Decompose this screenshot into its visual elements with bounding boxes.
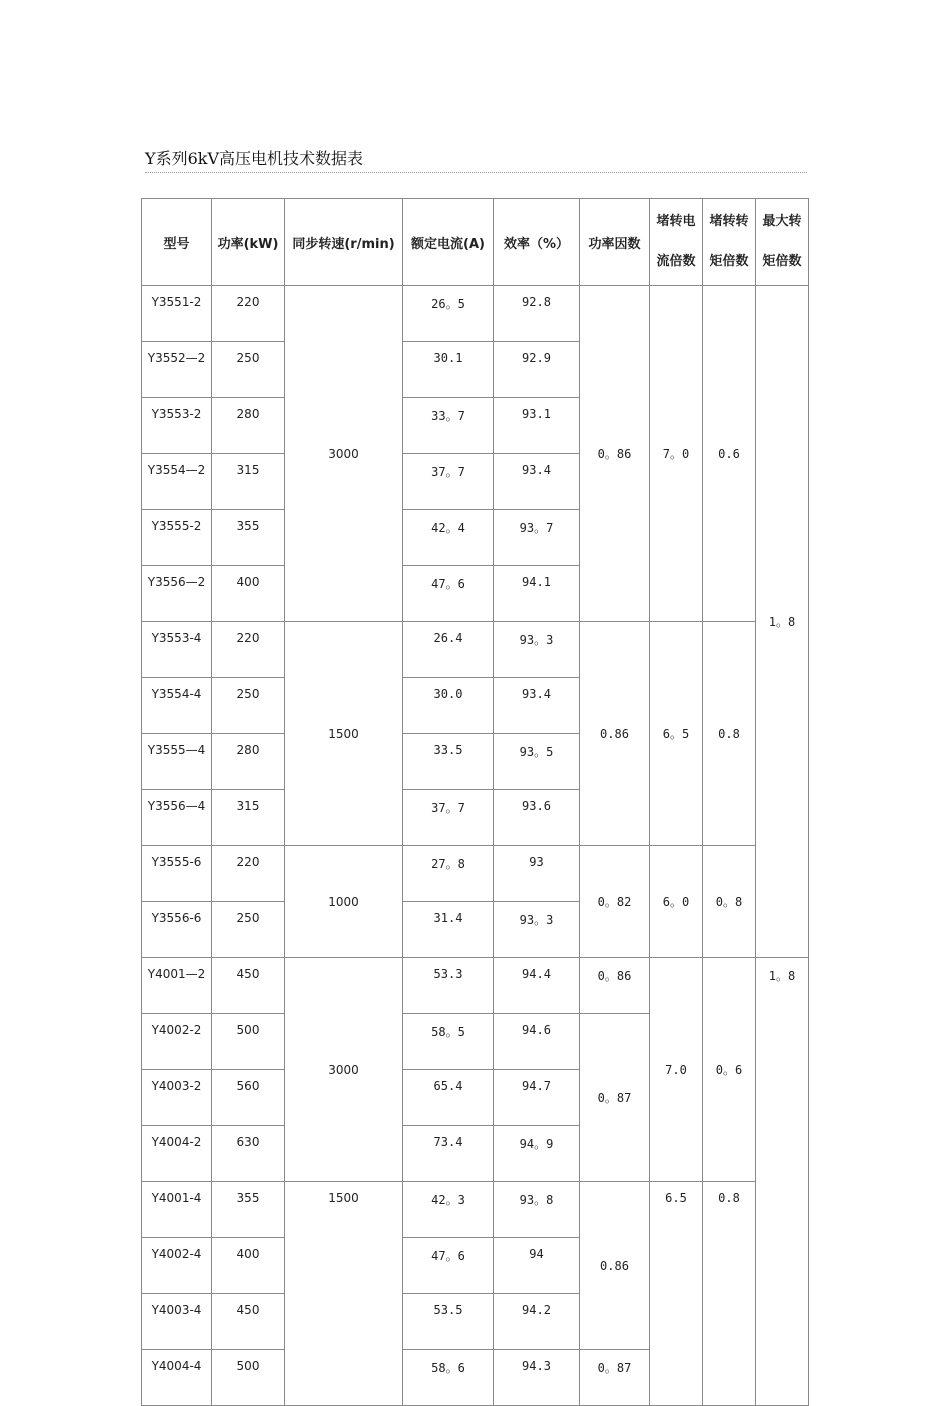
cell-efficiency: 93.4 — [494, 454, 580, 510]
cell-speed: 1500 — [285, 1182, 403, 1406]
cell-power: 250 — [212, 902, 285, 958]
cell-locked-rotor-torque: 0.8 — [703, 1182, 756, 1406]
cell-power: 450 — [212, 1294, 285, 1350]
header-row — [142, 199, 809, 286]
cell-power: 355 — [212, 510, 285, 566]
cell-current: 65.4 — [403, 1070, 494, 1126]
cell-efficiency: 93。5 — [494, 734, 580, 790]
cell-power-factor: 0.86 — [580, 1182, 650, 1350]
header-max-torque: 最大转 矩倍数 — [756, 199, 809, 286]
cell-speed: 1500 — [285, 622, 403, 846]
motor-spec-table — [141, 198, 809, 1406]
cell-current: 33。7 — [403, 398, 494, 454]
cell-current: 27。8 — [403, 846, 494, 902]
cell-power: 400 — [212, 566, 285, 622]
table-row — [142, 286, 809, 342]
cell-power-factor: 0.86 — [580, 622, 650, 846]
cell-efficiency: 93。3 — [494, 622, 580, 678]
cell-efficiency: 93.4 — [494, 678, 580, 734]
cell-power-factor: 0。86 — [580, 958, 650, 1014]
cell-power: 250 — [212, 678, 285, 734]
cell-locked-rotor-current: 7。0 — [650, 286, 703, 622]
cell-efficiency: 92.8 — [494, 286, 580, 342]
cell-current: 31.4 — [403, 902, 494, 958]
cell-power: 250 — [212, 342, 285, 398]
header-power: 功率(kW) — [212, 199, 285, 286]
cell-current: 42。4 — [403, 510, 494, 566]
cell-efficiency: 94.2 — [494, 1294, 580, 1350]
cell-model: Y3554-4 — [142, 678, 212, 734]
cell-efficiency: 94 — [494, 1238, 580, 1294]
cell-efficiency: 94.1 — [494, 566, 580, 622]
cell-locked-rotor-current: 6.5 — [650, 1182, 703, 1406]
cell-power-factor: 0。87 — [580, 1014, 650, 1182]
document-title: Y系列6kV高压电机技术数据表 — [145, 148, 807, 173]
cell-efficiency: 94。9 — [494, 1126, 580, 1182]
cell-locked-rotor-current: 6。5 — [650, 622, 703, 846]
cell-model: Y4001-4 — [142, 1182, 212, 1238]
cell-current: 42。3 — [403, 1182, 494, 1238]
cell-efficiency: 94.3 — [494, 1350, 580, 1406]
cell-current: 58。6 — [403, 1350, 494, 1406]
cell-efficiency: 93。7 — [494, 510, 580, 566]
cell-model: Y3553-4 — [142, 622, 212, 678]
table-row — [142, 958, 809, 1014]
cell-current: 26.4 — [403, 622, 494, 678]
cell-power: 500 — [212, 1014, 285, 1070]
cell-efficiency: 93。8 — [494, 1182, 580, 1238]
cell-model: Y3555—4 — [142, 734, 212, 790]
cell-power: 355 — [212, 1182, 285, 1238]
cell-locked-rotor-torque: 0。8 — [703, 846, 756, 958]
cell-model: Y3554—2 — [142, 454, 212, 510]
cell-model: Y3556—4 — [142, 790, 212, 846]
header-current: 额定电流(A) — [403, 199, 494, 286]
cell-power: 315 — [212, 790, 285, 846]
cell-efficiency: 93.1 — [494, 398, 580, 454]
cell-locked-rotor-torque: 0.8 — [703, 622, 756, 846]
table-row — [142, 622, 809, 678]
cell-current: 37。7 — [403, 790, 494, 846]
cell-max-torque: 1。8 — [756, 958, 809, 1406]
cell-max-torque: 1。8 — [756, 286, 809, 958]
cell-current: 30.1 — [403, 342, 494, 398]
cell-power: 450 — [212, 958, 285, 1014]
cell-model: Y4002-4 — [142, 1238, 212, 1294]
cell-power: 560 — [212, 1070, 285, 1126]
cell-locked-rotor-current: 6。0 — [650, 846, 703, 958]
cell-model: Y3553-2 — [142, 398, 212, 454]
cell-locked-rotor-torque: 0.6 — [703, 286, 756, 622]
cell-efficiency: 92.9 — [494, 342, 580, 398]
cell-model: Y3555-2 — [142, 510, 212, 566]
cell-power: 315 — [212, 454, 285, 510]
cell-model: Y3552—2 — [142, 342, 212, 398]
cell-power: 220 — [212, 286, 285, 342]
cell-power: 220 — [212, 622, 285, 678]
cell-speed: 3000 — [285, 958, 403, 1182]
cell-current: 47。6 — [403, 566, 494, 622]
cell-efficiency: 94.4 — [494, 958, 580, 1014]
header-locked-rotor-current: 堵转电 流倍数 — [650, 199, 703, 286]
cell-efficiency: 93.6 — [494, 790, 580, 846]
cell-power-factor: 0。82 — [580, 846, 650, 958]
cell-speed: 1000 — [285, 846, 403, 958]
cell-current: 58。5 — [403, 1014, 494, 1070]
cell-power: 400 — [212, 1238, 285, 1294]
cell-power: 500 — [212, 1350, 285, 1406]
cell-model: Y4004-4 — [142, 1350, 212, 1406]
cell-power: 220 — [212, 846, 285, 902]
cell-model: Y4003-2 — [142, 1070, 212, 1126]
cell-efficiency: 93 — [494, 846, 580, 902]
cell-current: 47。6 — [403, 1238, 494, 1294]
cell-model: Y4002-2 — [142, 1014, 212, 1070]
cell-current: 30.0 — [403, 678, 494, 734]
cell-model: Y3551-2 — [142, 286, 212, 342]
header-locked-rotor-torque: 堵转转 矩倍数 — [703, 199, 756, 286]
cell-speed: 3000 — [285, 286, 403, 622]
cell-locked-rotor-current: 7.0 — [650, 958, 703, 1182]
header-model: 型号 — [142, 199, 212, 286]
cell-power: 280 — [212, 398, 285, 454]
cell-locked-rotor-torque: 0。6 — [703, 958, 756, 1182]
cell-model: Y4001—2 — [142, 958, 212, 1014]
header-speed: 同步转速(r/min) — [285, 199, 403, 286]
cell-power: 280 — [212, 734, 285, 790]
table-row — [142, 846, 809, 902]
cell-efficiency: 94.6 — [494, 1014, 580, 1070]
cell-current: 53.5 — [403, 1294, 494, 1350]
cell-power-factor: 0。87 — [580, 1350, 650, 1406]
cell-current: 37。7 — [403, 454, 494, 510]
cell-power: 630 — [212, 1126, 285, 1182]
cell-current: 53.3 — [403, 958, 494, 1014]
header-power-factor: 功率因数 — [580, 199, 650, 286]
cell-model: Y3556—2 — [142, 566, 212, 622]
cell-current: 33.5 — [403, 734, 494, 790]
table-row — [142, 1182, 809, 1238]
cell-model: Y4004-2 — [142, 1126, 212, 1182]
header-efficiency: 效率（%） — [494, 199, 580, 286]
cell-efficiency: 93。3 — [494, 902, 580, 958]
cell-power-factor: 0。86 — [580, 286, 650, 622]
cell-model: Y3556-6 — [142, 902, 212, 958]
cell-model: Y3555-6 — [142, 846, 212, 902]
cell-current: 73.4 — [403, 1126, 494, 1182]
cell-current: 26。5 — [403, 286, 494, 342]
cell-efficiency: 94.7 — [494, 1070, 580, 1126]
cell-model: Y4003-4 — [142, 1294, 212, 1350]
